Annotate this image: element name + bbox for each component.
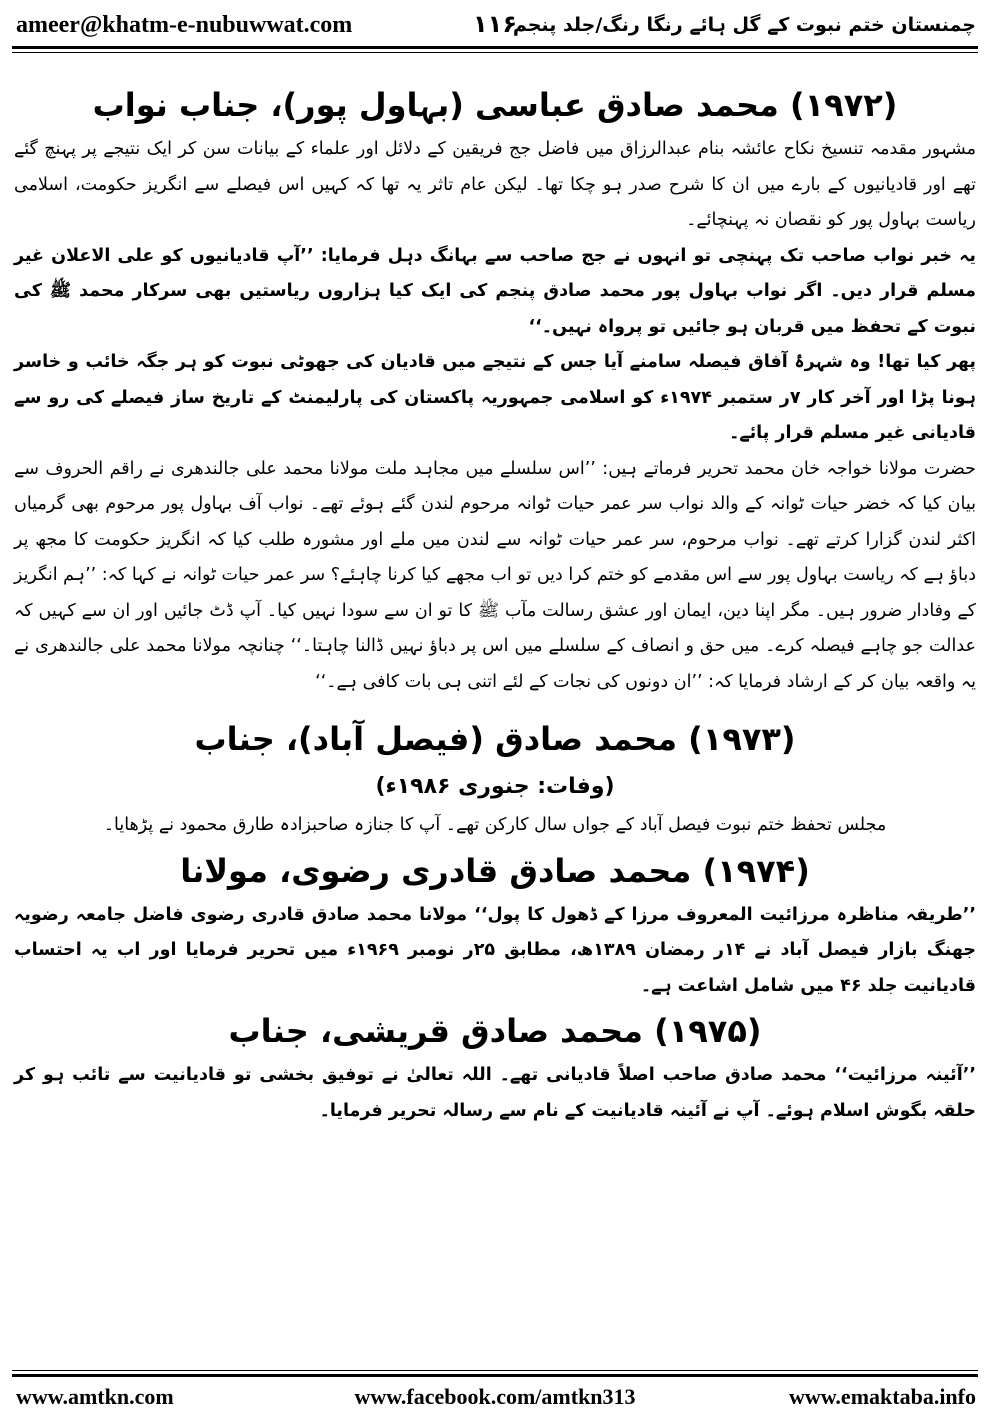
section-1975 xyxy=(14,1004,976,1129)
page-header xyxy=(0,0,990,52)
section-1973 xyxy=(14,712,976,844)
footer-link-amtkn[interactable]: www.amtkn.com xyxy=(16,1384,174,1409)
header-email: ameer@khatm-e-nubuwwat.com xyxy=(16,12,353,38)
page-footer xyxy=(0,1378,990,1414)
book-title: چمنستان ختم نبوت کے گل ہائے رنگا رنگ/جلد پنجم xyxy=(512,14,976,36)
paragraph: یہ خبر نواب صاحب تک پہنچی تو انہوں نے جج صاحب سے بہانگ دہل فرمایا: ’’آپ قادیانیوں کو علی الاعلان غیر مسلم قرار دیں۔ اگر نواب بہاول پور محمد صادق پنجم کی ایک کیا ہزاروں ریاستیں بھی سرکار محمد ﷺ کی نبوت کے تحفظ میں قربان ہو جائیں تو پرواہ نہیں۔‘‘ xyxy=(14,245,976,337)
header-rule-thin xyxy=(12,52,978,53)
paragraph: ’’طریقہ مناظرہ مرزائیت المعروف مرزا کے ڈھول کا پول‘‘ مولانا محمد صادق قادری رضوی فاضل جامعہ رضویہ جھنگ بازار فیصل آباد نے ۱۴ر رمضان ۱۳۸۹ھ، مطابق ۲۵ر نومبر ۱۹۶۹ء میں تحریر فرمایا اور اب یہ احتساب قادیانیت جلد ۴۶ میں شامل اشاعت ہے۔ xyxy=(14,904,976,996)
section-1972 xyxy=(14,78,976,700)
death-date: (وفات: جنوری ۱۹۸۶ء) xyxy=(375,774,615,799)
section-1974 xyxy=(14,844,976,1005)
paragraph: مجلس تحفظ ختم نبوت فیصل آباد کے جواں سال کارکن تھے۔ آپ کا جنازہ صاحبزادہ طارق محمود نے پڑھایا۔ xyxy=(103,815,887,835)
section-heading: (۱۹۷۳) محمد صادق (فیصل آباد)، جناب xyxy=(194,720,796,758)
page-number: ۱۱۶ xyxy=(473,10,517,38)
footer-rule xyxy=(12,1374,978,1377)
footer-link-facebook[interactable]: www.facebook.com/amtkn313 xyxy=(354,1384,636,1409)
section-heading: (۱۹۷۵) محمد صادق قریشی، جناب xyxy=(228,1012,762,1050)
paragraph: پھر کیا تھا! وہ شہرۂ آفاق فیصلہ سامنے آیا جس کے نتیجے میں قادیان کی جھوٹی نبوت کو ہر جگہ خائب و خاسر ہونا پڑا اور آخر کار ۷ر ستمبر ۱۹۷۴ء کو اسلامی جمہوریہ پاکستان کی پارلیمنٹ کے تاریخ ساز فیصلے کی رو سے قادیانی غیر مسلم قرار پائے۔ xyxy=(14,352,976,443)
paragraph: مشہور مقدمہ تنسیخ نکاح عائشہ بنام عبدالرزاق میں فاضل جج فریقین کے دلائل اور علماء کے بیانات سن کر ایک نتیجے پر پہنچ گئے تھے اور قادیانیوں کے بارے میں ان کا شرح صدر ہو چکا تھا۔ لیکن عام تاثر یہ تھا کہ کہیں اس فیصلے سے انگریز حکومت، اسلامی ریاست بہاول پور کو نقصان نہ پہنچائے۔ xyxy=(14,139,976,230)
footer-rule-thin xyxy=(12,1370,978,1371)
section-heading: (۱۹۷۴) محمد صادق قادری رضوی، مولانا xyxy=(180,851,810,890)
section-heading: (۱۹۷۲) محمد صادق عباسی (بہاول پور)، جناب نواب xyxy=(92,86,898,124)
paragraph: ’’آئینہ مرزائیت‘‘ محمد صادق صاحب اصلاً قادیانی تھے۔ اللہ تعالیٰ نے توفیق بخشی تو قادیانیت سے تائب ہو کر حلقہ بگوش اسلام ہوئے۔ آپ نے آئینہ قادیانیت کے نام سے رسالہ تحریر فرمایا۔ xyxy=(14,1065,976,1121)
page-content xyxy=(14,78,976,1370)
paragraph: حضرت مولانا خواجہ خان محمد تحریر فرماتے ہیں: ’’اس سلسلے میں مجاہد ملت مولانا محمد علی جالندھری نے راقم الحروف سے بیان کیا کہ خضر حیات ٹوانہ کے والد نواب سر عمر حیات ٹوانہ مرحوم لندن گئے ہوئے تھے۔ نواب آف بہاول پور مرحوم بھی گرمیاں اکثر لندن گزارا کرتے تھے۔ نواب مرحوم، سر عمر حیات ٹوانہ سے لندن میں ملے اور مشورہ طلب کیا کہ انگریز حکومت کا مجھ پر دباؤ ہے کہ ریاست بہاول پور سے اس مقدمے کو ختم کرا دیں تو اب مجھے کیا کرنا چاہئے؟ سر عمر حیات ٹوانہ نے کہا کہ: ’’ہم انگریز کے وفادار ضرور ہیں۔ مگر اپنا دین، ایمان اور عشق رسالت مآب ﷺ کا تو ان سے سودا نہیں کیا۔ آپ ڈٹ جائیں اور ان سے کہیں کہ عدالت جو چاہے فیصلہ کرے۔ میں حق و انصاف کے سلسلے میں اس پر دباؤ نہیں ڈالنا چاہتا۔‘‘ چنانچہ مولانا محمد علی جالندھری نے یہ واقعہ بیان کر کے ارشاد فرمایا کہ: ’’ان دونوں کی نجات کے لئے اتنی ہی بات کافی ہے۔‘‘ xyxy=(14,458,976,692)
header-rule xyxy=(12,46,978,49)
footer-link-emaktaba[interactable]: www.emaktaba.info xyxy=(788,1384,976,1409)
